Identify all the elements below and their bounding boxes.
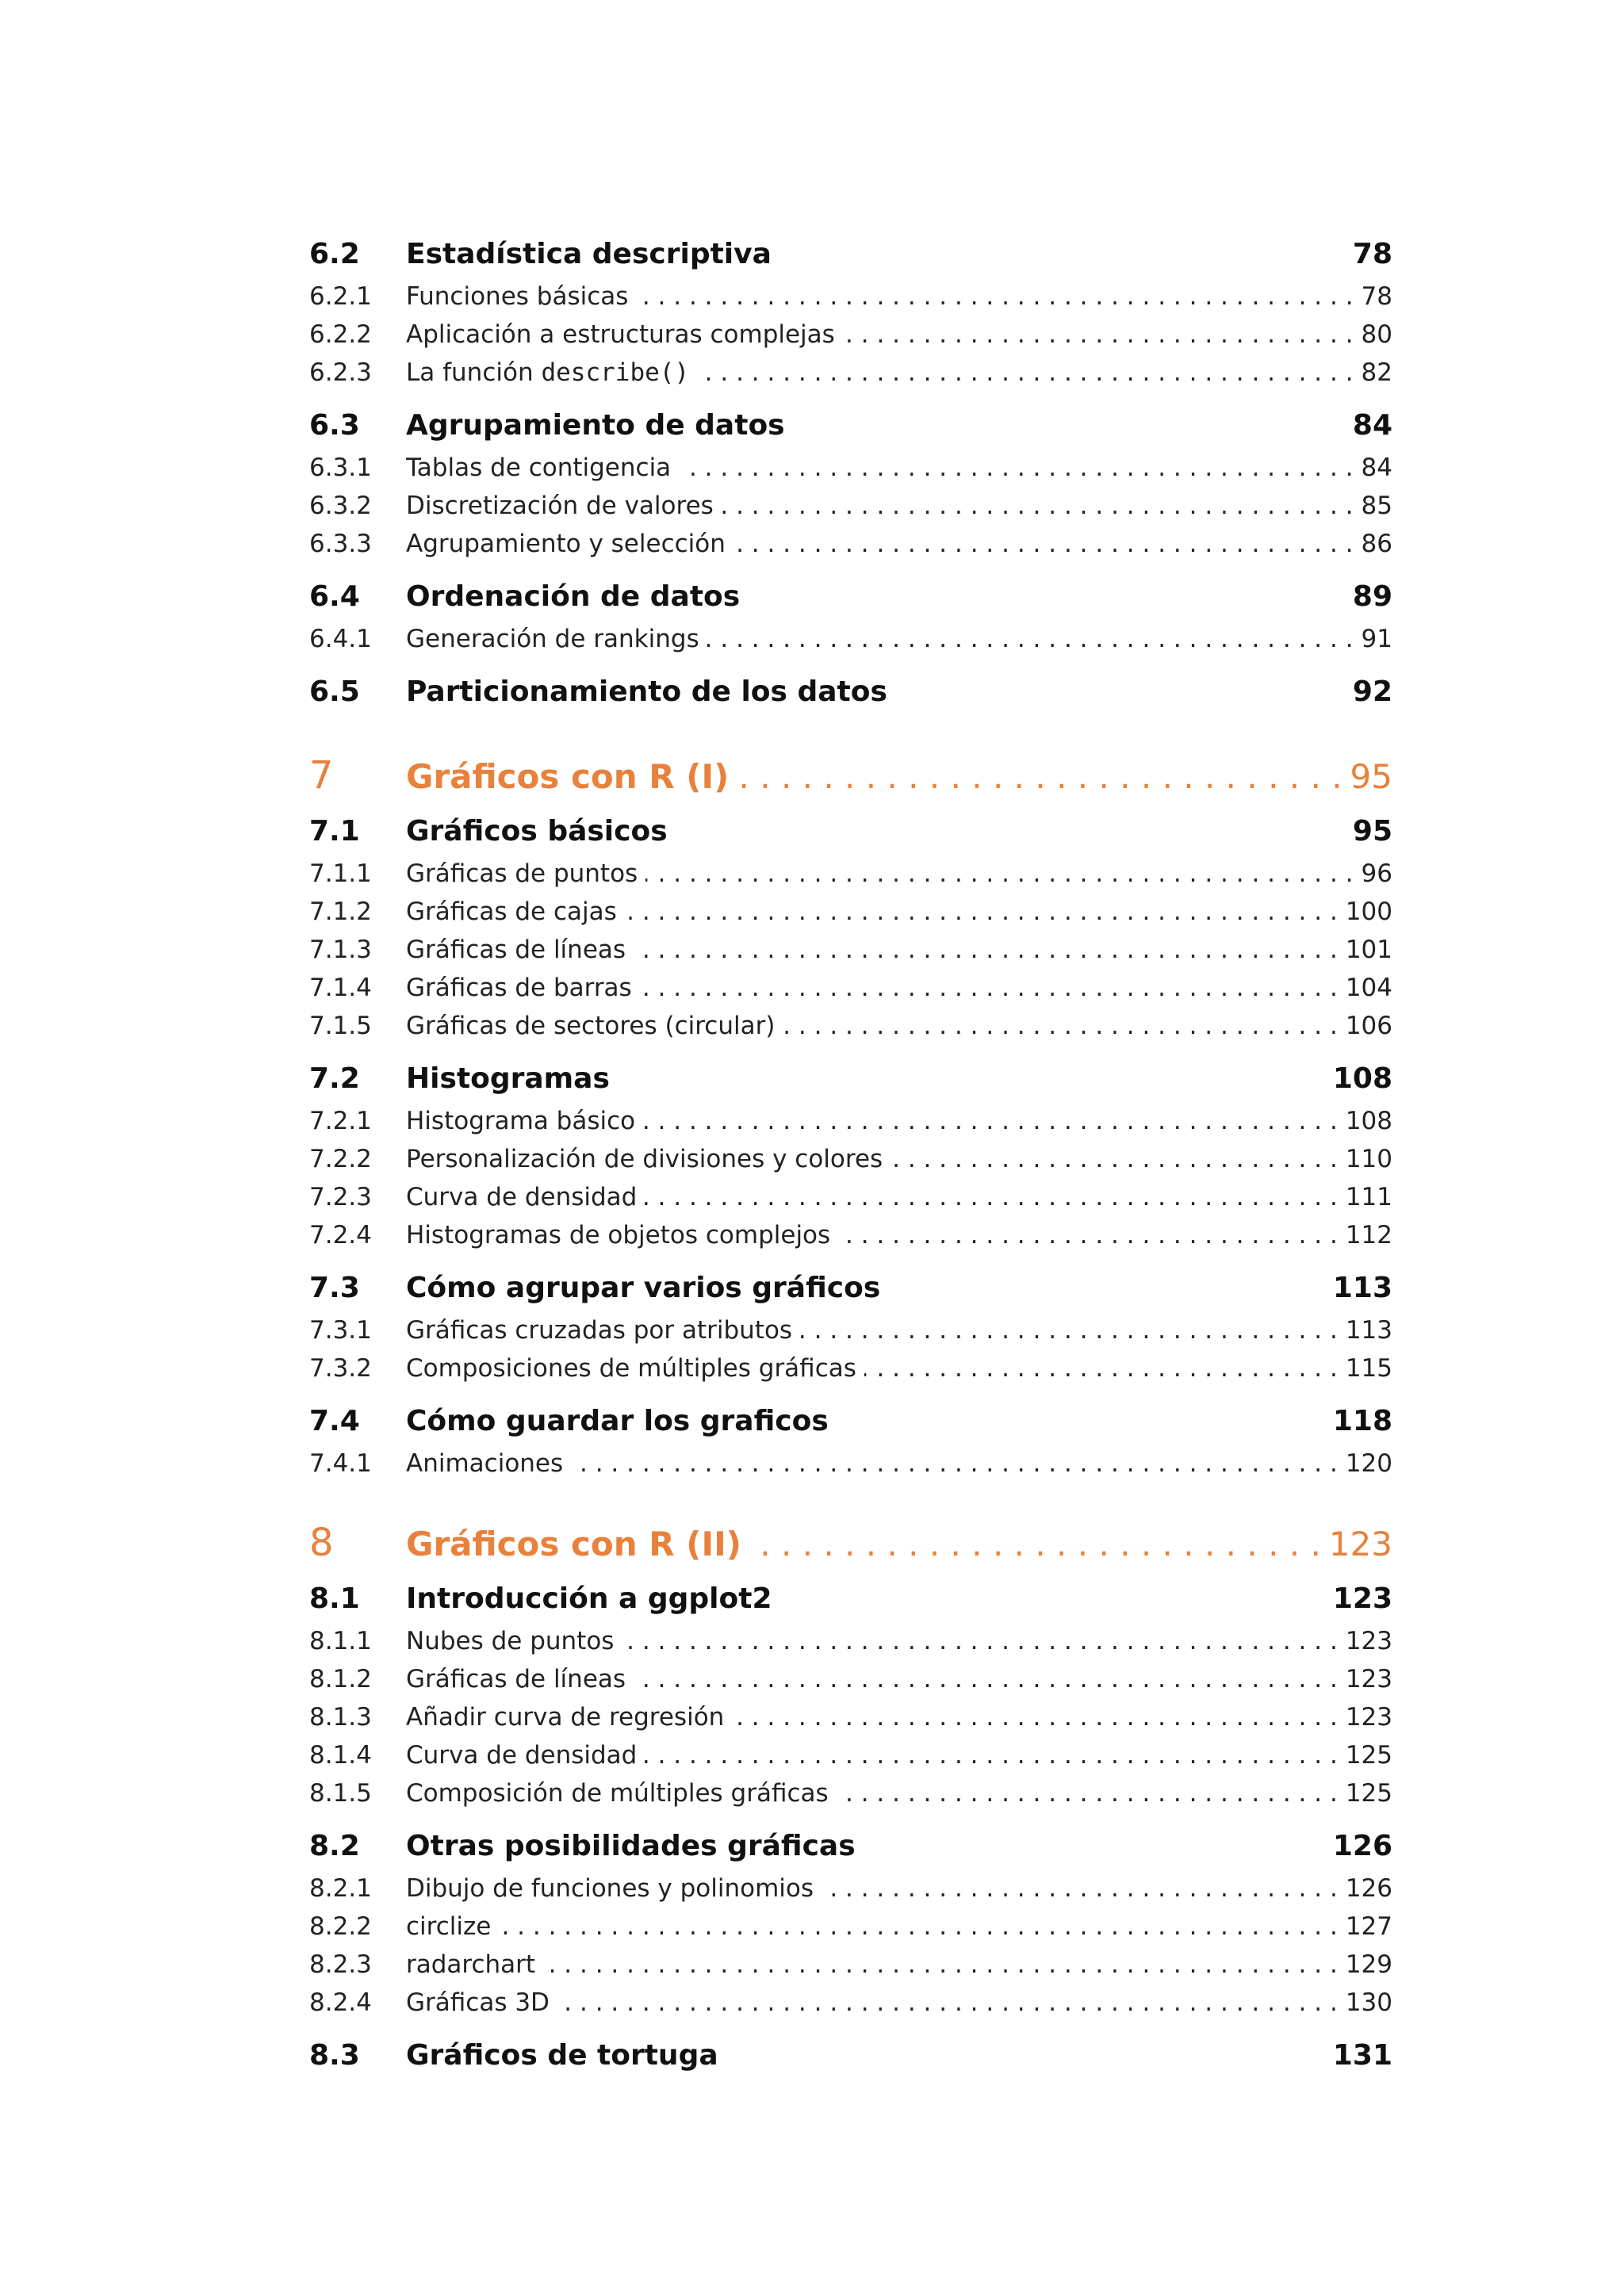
toc-title-text: Introducción a ggplot2 xyxy=(406,1582,772,1615)
toc-title-text: Composiciones de múltiples gráficas xyxy=(406,1354,856,1383)
toc-subsection-title xyxy=(406,320,835,349)
toc-chapter-title xyxy=(406,1525,741,1563)
toc-dot-leader xyxy=(822,1874,1338,1903)
toc-subsection-title xyxy=(406,492,714,520)
toc-subsection-title xyxy=(406,936,626,964)
toc-subsection-entry[interactable] xyxy=(309,1354,1392,1383)
toc-dot-leader xyxy=(722,492,1354,520)
toc-dot-leader xyxy=(645,1741,1337,1770)
toc-subsection-number: 7.1.5 xyxy=(309,1012,372,1040)
toc-subsection-number: 8.1.3 xyxy=(309,1703,372,1732)
toc-title-code: describe() xyxy=(541,358,690,387)
toc-subsection-number: 8.1.1 xyxy=(309,1627,372,1655)
toc-subsection-entry[interactable] xyxy=(309,936,1392,964)
toc-subsection-number: 7.1.4 xyxy=(309,974,372,1002)
toc-subsection-title xyxy=(406,1874,814,1903)
toc-title-text: Gráficas de puntos xyxy=(406,859,638,888)
toc-subsection-entry[interactable] xyxy=(309,1912,1392,1941)
toc-subsection-number: 7.2.4 xyxy=(309,1221,372,1249)
toc-section-entry[interactable] xyxy=(309,2039,1392,2072)
toc-subsection-number: 6.2.3 xyxy=(309,358,372,387)
toc-title-text: Gráficos de tortuga xyxy=(406,2039,718,2072)
toc-page-number: 108 xyxy=(1345,1107,1392,1135)
toc-page-number: 123 xyxy=(1345,1703,1392,1732)
toc-subsection-entry[interactable] xyxy=(309,1316,1392,1345)
toc-title-text: Cómo guardar los graficos xyxy=(406,1405,829,1437)
toc-section-entry[interactable] xyxy=(309,580,1392,613)
toc-title-text: Gráficas de líneas xyxy=(406,936,626,964)
toc-subsection-number: 8.2.1 xyxy=(309,1874,372,1903)
toc-subsection-title xyxy=(406,282,628,311)
toc-section-number: 7.1 xyxy=(309,815,360,848)
toc-title-text: Animaciones xyxy=(406,1449,564,1478)
toc-page-number: 125 xyxy=(1345,1779,1392,1808)
toc-subsection-title xyxy=(406,1316,792,1345)
toc-subsection-title xyxy=(406,1988,550,2017)
toc-page-number: 78 xyxy=(1361,282,1392,311)
toc-section-number: 8.1 xyxy=(309,1582,360,1615)
toc-dot-leader xyxy=(749,1525,1321,1563)
toc-page-number: 106 xyxy=(1345,1012,1392,1040)
toc-subsection-title xyxy=(406,1627,614,1655)
toc-dot-leader xyxy=(643,1107,1338,1135)
toc-title-text: Estadística descriptiva xyxy=(406,238,772,270)
toc-title-text: Discretización de valores xyxy=(406,492,714,520)
toc-subsection-number: 7.3.2 xyxy=(309,1354,372,1383)
toc-page-number: 127 xyxy=(1345,1912,1392,1941)
toc-title-text: Gráficas de sectores (circular) xyxy=(406,1012,776,1040)
toc-section-entry[interactable] xyxy=(309,675,1392,708)
toc-title-text: Gráficas cruzadas por atributos xyxy=(406,1316,793,1345)
toc-title-text: Nubes de puntos xyxy=(406,1627,615,1655)
toc-page-number: 113 xyxy=(1345,1316,1392,1345)
toc-page-number: 85 xyxy=(1361,492,1392,520)
toc-title-text: Personalización de divisiones y colores xyxy=(406,1145,883,1173)
toc-dot-leader xyxy=(543,1950,1338,1979)
toc-subsection-title xyxy=(406,358,689,387)
toc-page-number: 123 xyxy=(1345,1627,1392,1655)
toc-title-text: Tablas de contigencia xyxy=(406,453,672,482)
toc-subsection-title xyxy=(406,974,632,1002)
toc-page-number: 129 xyxy=(1345,1950,1392,1979)
toc-section-entry[interactable] xyxy=(309,815,1392,848)
toc-subsection-number: 7.3.1 xyxy=(309,1316,372,1345)
toc-section-number: 8.2 xyxy=(309,1830,360,1862)
toc-page-number: 115 xyxy=(1345,1354,1392,1383)
toc-section-number: 8.3 xyxy=(309,2039,360,2072)
toc-subsection-title xyxy=(406,1950,535,1979)
toc-page-number: 101 xyxy=(1345,936,1392,964)
toc-section-title xyxy=(406,1582,772,1615)
toc-section-title xyxy=(406,2039,718,2072)
toc-section-title xyxy=(406,580,740,613)
toc-page-number: 80 xyxy=(1361,320,1392,349)
toc-subsection-title xyxy=(406,1354,856,1383)
toc-title-text: Generación de rankings xyxy=(406,625,699,653)
toc-page-number: 100 xyxy=(1345,897,1392,926)
toc-title-text: Agrupamiento de datos xyxy=(406,409,785,442)
toc-page-number: 82 xyxy=(1361,358,1392,387)
toc-section-number: 6.4 xyxy=(309,580,360,613)
toc-dot-leader xyxy=(634,936,1338,964)
toc-dot-leader xyxy=(733,530,1354,558)
toc-title-text: radarchart xyxy=(406,1950,536,1979)
toc-page-number: 118 xyxy=(1332,1405,1392,1437)
toc-page-number: 84 xyxy=(1361,453,1392,482)
toc-title-text: Ordenación de datos xyxy=(406,580,741,613)
toc-subsection-title xyxy=(406,897,617,926)
toc-subsection-entry[interactable] xyxy=(309,282,1392,311)
toc-subsection-title xyxy=(406,1703,724,1732)
toc-subsection-entry[interactable] xyxy=(309,625,1392,653)
toc-section-number: 6.5 xyxy=(309,675,360,708)
toc-dot-leader xyxy=(645,1183,1337,1211)
toc-page-number: 92 xyxy=(1352,675,1392,708)
toc-chapter-title xyxy=(406,757,729,796)
toc-title-text: Gráficos con R (I) xyxy=(406,757,730,796)
toc-title-text: Otras posibilidades gráficas xyxy=(406,1830,856,1862)
toc-section-entry[interactable] xyxy=(309,1272,1392,1304)
toc-subsection-number: 6.3.3 xyxy=(309,530,372,558)
toc-dot-leader xyxy=(707,625,1354,653)
toc-subsection-title xyxy=(406,1107,635,1135)
toc-dot-leader xyxy=(622,1627,1337,1655)
toc-subsection-number: 7.2.3 xyxy=(309,1183,372,1211)
toc-page-number: 130 xyxy=(1345,1988,1392,2017)
toc-section-number: 7.4 xyxy=(309,1405,360,1437)
toc-section-entry[interactable] xyxy=(309,1582,1392,1615)
toc-page-number: 110 xyxy=(1345,1145,1392,1173)
toc-subsection-entry[interactable] xyxy=(309,1627,1392,1655)
toc-subsection-entry[interactable] xyxy=(309,320,1392,349)
toc-subsection-number: 8.1.4 xyxy=(309,1741,372,1770)
toc-page-number: 104 xyxy=(1345,974,1392,1002)
toc-dot-leader xyxy=(838,1221,1338,1249)
toc-section-number: 7.2 xyxy=(309,1062,360,1095)
toc-page-number: 95 xyxy=(1352,815,1392,848)
toc-subsection-entry[interactable] xyxy=(309,1988,1392,2017)
toc-page-number: 112 xyxy=(1345,1221,1392,1249)
toc-subsection-title xyxy=(406,859,638,888)
toc-subsection-title xyxy=(406,1912,491,1941)
toc-subsection-entry[interactable] xyxy=(309,1183,1392,1211)
toc-dot-leader xyxy=(837,1779,1338,1808)
toc-dot-leader xyxy=(625,897,1338,926)
toc-section-title xyxy=(406,815,668,848)
toc-chapter-number: 8 xyxy=(309,1521,334,1565)
toc-subsection-title xyxy=(406,1449,563,1478)
toc-page-number: 113 xyxy=(1332,1272,1392,1304)
toc-page-number: 123 xyxy=(1328,1525,1392,1563)
toc-page-number: 131 xyxy=(1332,2039,1392,2072)
toc-subsection-entry[interactable] xyxy=(309,492,1392,520)
toc-page-number: 123 xyxy=(1332,1582,1392,1615)
toc-subsection-title xyxy=(406,1145,883,1173)
toc-dot-leader xyxy=(737,757,1342,796)
toc-dot-leader xyxy=(732,1703,1338,1732)
toc-dot-leader xyxy=(557,1988,1338,2017)
toc-subsection-entry[interactable] xyxy=(309,1874,1392,1903)
toc-subsection-entry[interactable] xyxy=(309,530,1392,558)
toc-page-number: 96 xyxy=(1361,859,1392,888)
toc-subsection-number: 7.2.2 xyxy=(309,1145,372,1173)
toc-page-number: 91 xyxy=(1361,625,1392,653)
toc-subsection-title xyxy=(406,1665,626,1693)
toc-title-text: Curva de densidad xyxy=(406,1183,638,1211)
toc-section-title xyxy=(406,675,887,708)
toc-subsection-number: 6.3.1 xyxy=(309,453,372,482)
toc-page-number: 95 xyxy=(1350,757,1392,796)
toc-subsection-entry[interactable] xyxy=(309,1950,1392,1979)
toc-subsection-entry[interactable] xyxy=(309,1107,1392,1135)
toc-section-title xyxy=(406,1405,829,1437)
toc-subsection-title xyxy=(406,530,726,558)
toc-dot-leader xyxy=(800,1316,1338,1345)
toc-section-entry[interactable] xyxy=(309,238,1392,270)
toc-subsection-number: 7.1.1 xyxy=(309,859,372,888)
toc-subsection-entry[interactable] xyxy=(309,859,1392,888)
toc-title-text: Añadir curva de regresión xyxy=(406,1703,725,1732)
toc-subsection-entry[interactable] xyxy=(309,1449,1392,1478)
toc-page-number: 84 xyxy=(1352,409,1392,442)
toc-subsection-number: 8.1.2 xyxy=(309,1665,372,1693)
toc-title-text: Histograma básico xyxy=(406,1107,636,1135)
toc-page-number: 111 xyxy=(1345,1183,1392,1211)
toc-section-number: 6.2 xyxy=(309,238,360,270)
toc-subsection-number: 7.1.3 xyxy=(309,936,372,964)
toc-subsection-number: 6.3.2 xyxy=(309,492,372,520)
toc-section-title xyxy=(406,409,785,442)
toc-section-entry[interactable] xyxy=(309,1830,1392,1862)
toc-page-number: 120 xyxy=(1345,1449,1392,1478)
toc-subsection-number: 7.1.2 xyxy=(309,897,372,926)
toc-subsection-entry[interactable] xyxy=(309,358,1392,387)
toc-subsection-number: 7.4.1 xyxy=(309,1449,372,1478)
toc-section-entry[interactable] xyxy=(309,1405,1392,1437)
toc-section-title xyxy=(406,1830,856,1862)
toc-subsection-entry[interactable] xyxy=(309,1703,1392,1732)
toc-subsection-entry[interactable] xyxy=(309,1012,1392,1040)
toc-subsection-title xyxy=(406,1221,830,1249)
toc-section-title xyxy=(406,1272,880,1304)
toc-title-text: Aplicación a estructuras complejas xyxy=(406,320,835,349)
toc-page-number: 86 xyxy=(1361,530,1392,558)
toc-chapter-entry[interactable] xyxy=(309,1521,1392,1565)
toc-title-text: Gráficas de barras xyxy=(406,974,632,1002)
toc-subsection-number: 6.2.2 xyxy=(309,320,372,349)
toc-page-number: 108 xyxy=(1332,1062,1392,1095)
toc-title-text: Dibujo de funciones y polinomios xyxy=(406,1874,814,1903)
toc-subsection-title xyxy=(406,1741,637,1770)
toc-dot-leader xyxy=(679,453,1353,482)
toc-subsection-entry[interactable] xyxy=(309,1741,1392,1770)
toc-title-text: Particionamiento de los datos xyxy=(406,675,887,708)
toc-title-text: Gráficas 3D xyxy=(406,1988,550,2017)
toc-title-text: Gráficos con R (II) xyxy=(406,1525,741,1563)
toc-title-text: Gráficos básicos xyxy=(406,815,668,848)
toc-subsection-number: 6.4.1 xyxy=(309,625,372,653)
toc-title-text: Gráficas de cajas xyxy=(406,897,617,926)
toc-subsection-entry[interactable] xyxy=(309,1779,1392,1808)
toc-title-text: Agrupamiento y selección xyxy=(406,530,726,558)
toc-title-text: Histogramas de objetos complejos xyxy=(406,1221,831,1249)
toc-dot-leader xyxy=(697,358,1353,387)
toc-title-text: Gráficas de líneas xyxy=(406,1665,626,1693)
toc-subsection-title xyxy=(406,625,699,653)
toc-chapter-entry[interactable] xyxy=(309,753,1392,798)
toc-page-number: 89 xyxy=(1352,580,1392,613)
toc-title-text: Composición de múltiples gráficas xyxy=(406,1779,829,1808)
toc-subsection-entry[interactable] xyxy=(309,453,1392,482)
toc-page-number: 78 xyxy=(1352,238,1392,270)
toc-dot-leader xyxy=(891,1145,1338,1173)
toc-section-number: 6.3 xyxy=(309,409,360,442)
toc-page-number: 125 xyxy=(1345,1741,1392,1770)
toc-subsection-entry[interactable] xyxy=(309,974,1392,1002)
toc-dot-leader xyxy=(645,859,1353,888)
toc-subsection-title xyxy=(406,1779,829,1808)
toc-page-number: 126 xyxy=(1332,1830,1392,1862)
toc-dot-leader xyxy=(864,1354,1338,1383)
toc-page-number: 123 xyxy=(1345,1665,1392,1693)
toc-dot-leader xyxy=(499,1912,1337,1941)
toc-subsection-entry[interactable] xyxy=(309,897,1392,926)
toc-dot-leader xyxy=(571,1449,1338,1478)
toc-section-number: 7.3 xyxy=(309,1272,360,1304)
toc-subsection-number: 8.1.5 xyxy=(309,1779,372,1808)
toc-subsection-title xyxy=(406,1012,775,1040)
toc-subsection-number: 8.2.2 xyxy=(309,1912,372,1941)
toc-subsection-entry[interactable] xyxy=(309,1665,1392,1693)
toc-dot-leader xyxy=(843,320,1354,349)
toc-dot-leader xyxy=(634,1665,1338,1693)
toc-title-text: La función xyxy=(406,358,542,387)
toc-section-entry[interactable] xyxy=(309,409,1392,442)
toc-title-text: circlize xyxy=(406,1912,492,1941)
toc-subsection-number: 6.2.1 xyxy=(309,282,372,311)
toc-dot-leader xyxy=(783,1012,1337,1040)
toc-page-number: 126 xyxy=(1345,1874,1392,1903)
toc-subsection-number: 8.2.3 xyxy=(309,1950,372,1979)
toc-subsection-entry[interactable] xyxy=(309,1145,1392,1173)
toc-subsection-number: 7.2.1 xyxy=(309,1107,372,1135)
toc-title-text: Cómo agrupar varios gráficos xyxy=(406,1272,881,1304)
toc-subsection-number: 8.2.4 xyxy=(309,1988,372,2017)
toc-title-text: Histogramas xyxy=(406,1062,610,1095)
toc-section-title xyxy=(406,238,772,270)
toc-subsection-entry[interactable] xyxy=(309,1221,1392,1249)
toc-chapter-number: 7 xyxy=(309,753,334,798)
toc-section-title xyxy=(406,1062,610,1095)
toc-title-text: Funciones básicas xyxy=(406,282,629,311)
toc-section-entry[interactable] xyxy=(309,1062,1392,1095)
toc-subsection-title xyxy=(406,1183,637,1211)
toc-title-text: Curva de densidad xyxy=(406,1741,638,1770)
toc-dot-leader xyxy=(636,282,1353,311)
toc-subsection-title xyxy=(406,453,671,482)
toc-dot-leader xyxy=(640,974,1338,1002)
